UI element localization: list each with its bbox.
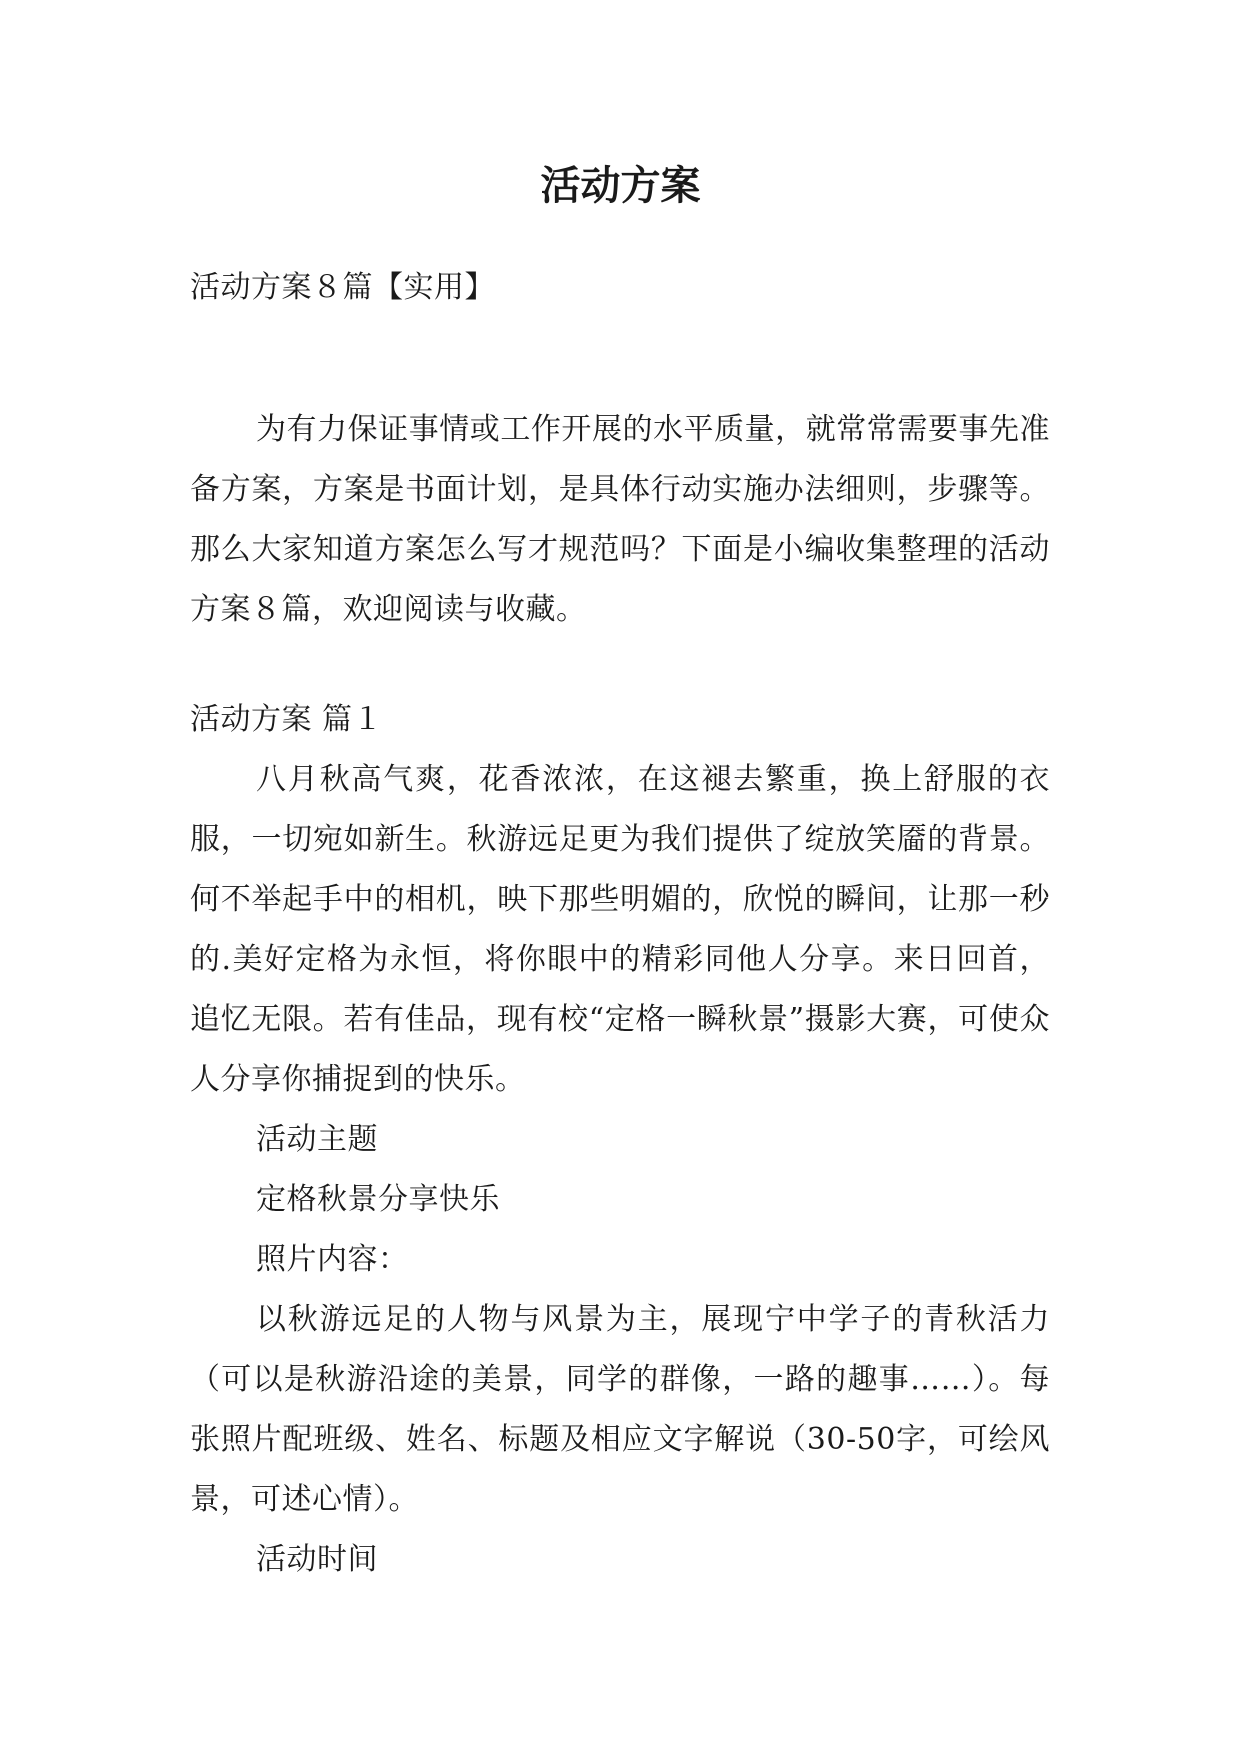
intro-paragraph: 为有力保证事情或工作开展的水平质量，就常常需要事先准备方案，方案是书面计划，是具体行动实施办法细则，步骤等。那么大家知道方案怎么写才规范吗？下面是小编收集整理的活动方案８篇，欢迎阅读与收藏。 [190,412,1050,627]
theme-label: 活动主题 [256,1122,378,1157]
document-title: 活动方案 [540,163,701,209]
time-label: 活动时间 [256,1542,378,1577]
section-1 [190,690,1050,1590]
theme-value: 定格秋景分享快乐 [256,1182,500,1217]
section-1-paragraph: 八月秋高气爽，花香浓浓，在这褪去繁重，换上舒服的衣服，一切宛如新生。秋游远足更为我们提供了绽放笑靥的背景。何不举起手中的相机，映下那些明媚的，欣悦的瞬间，让那一秒的.美好定格为永恒，将你眼中的精彩同他人分享。来日回首，追忆无限。若有佳品，现有校“定格一瞬秋景”摄影大赛，可使众人分享你捕捉到的快乐。 [190,762,1050,1097]
content-paragraph: 以秋游远足的人物与风景为主，展现宁中学子的青秋活力（可以是秋游沿途的美景，同学的群像，一路的趣事……）。每张照片配班级、姓名、标题及相应文字解说（30-50字，可绘风景，可述心情）。 [190,1302,1050,1517]
content-label: 照片内容： [256,1242,409,1277]
document-subtitle: 活动方案８篇【实用】 [190,270,495,305]
section-1-heading: 活动方案 篇１ [190,702,384,737]
